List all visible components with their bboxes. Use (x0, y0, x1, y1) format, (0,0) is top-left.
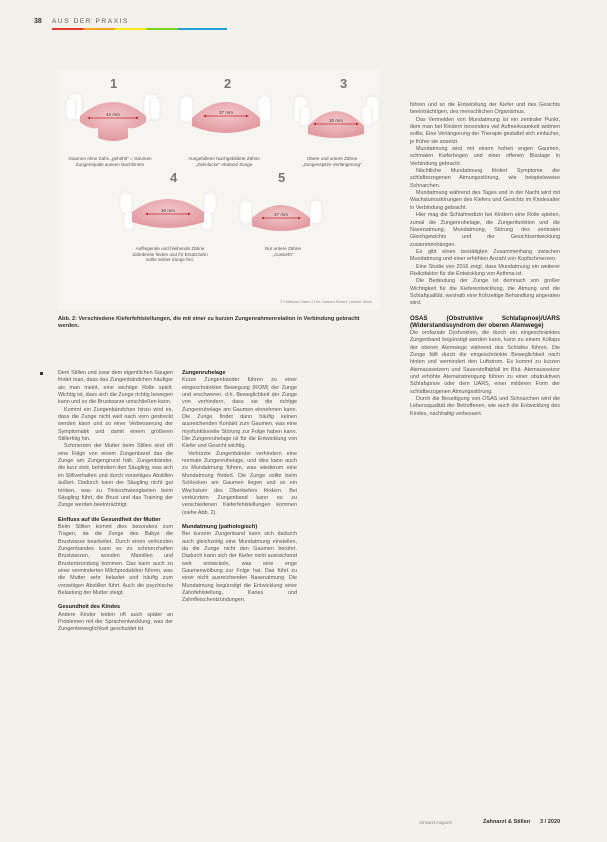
figure-caption-5: Nur untere Zähne „Aussieht" (264, 246, 301, 257)
paragraph: Verkürzte Zungenbänder verhindern eine normale Zungenruhelage, und dies kann auch zu Mundatmung führen, was wiederum eine Mundatmung fördert. Die Zunge sollte beim Schlucken am Gaumen liegen und so ein Wachstum des Oberkiefers fördern. Bei verkürztem Zungenband kann es zu verschiedenen Kieferfehlstellungen kommen (siehe Abb. 2). (182, 450, 297, 516)
footer-page: 3 / 2020 (540, 819, 561, 825)
jaw-3 (294, 96, 379, 138)
measure-label-5: 37 mm (273, 212, 289, 217)
paragraph: Durch die Beseitigung von OSAS und Schnarchen wird die Lebensqualität der Betroffenen, wie auch die Entwicklung des Kindes, nachhaltig verbessert. (410, 395, 560, 417)
section-heading: Mundatmung (pathologisch) (182, 523, 258, 530)
paragraph: Es gibt einen bestätigten Zusammenhang zwischen Mundatmung und einer erhöhten Anzahl von Kopfschmerzen. (410, 248, 560, 263)
paragraph: Hier mag die Schlafmedizin bei Kindern eine Rolle spielen, zumal die Zungenruhelage, die Zungenfunktion und die Nasenatmung, Mundatmung, Störung des zentralen Gleichgewichts und der Gesichtsentwicklung zusammenhängen. (410, 212, 560, 248)
figure-caption-2: Ausgefallene Nachgebildete Zähne „Zahnlücke" Abstand Zunge (188, 156, 260, 167)
figure-caption-1: Gaumen ohne Zahn „gehöhlt" = Gaumen Zungenspalte aussen Nachhinten (68, 156, 152, 167)
paragraph: Mundatmung während des Tages und in der Nacht wird mit Wachstumsstörungen des Kiefers und Gesichts im Kindesalter in Verbindung gebracht. (410, 190, 560, 211)
text-column-2 (182, 370, 297, 605)
paragraph: Andere Kinder leiden oft auch später an Problemen mit der Sprachentwicklung, was der Zungenbeweglichkeit geschuldet ist. (58, 611, 173, 633)
jaw-figure (58, 70, 380, 310)
paragraph: Bei kurzem Zungenband kann sich dadurch auch gleichzeitig eine Mundatmung einstellen, da die Zunge nicht den Gaumen berührt. Dadurch kann sich der Kiefer nicht ausreichend weit entwickeln, was eine enge Gaumenwölbung zur Folge hat. Das führt zu einer nicht ausreichenden Nasenatmung. Die Mundatmung begünstigt die Entwicklung einer Zahnfehlstellung, Karies und Zahnfleischentzündungen. (182, 531, 297, 604)
paragraph: Schmerzen der Mutter beim Stillen sind oft eine Folge von einem Zungenband das die Zunge am Zungengrund hält. Zungenbänder, die kurz sind, behindern den Säugling, was sich im Stillverhalten und durch vorzeitiges Abstillen äußert. Dadurch kann der Säugling nicht gut trinken, was zu Trinkschwierigkeiten beim Säugling führt, die Brust und das Training der Zunge werden beeinträchtigt. (58, 443, 173, 509)
paragraph: Eine Studie von 2016 zeigt, dass Mundatmung ein weiterer Risikofaktor für die Entwicklung von Asthma ist. (410, 263, 560, 277)
figure-caption-3: Obere und untere Zähne „Zungenspitze Verlängerung" (302, 156, 362, 167)
jaw-illustrations (58, 70, 380, 310)
text-column-3 (410, 102, 560, 418)
paragraph: führen und so die Entwicklung der Kiefer und des Gesichts beeinträchtigen, des menschlichen Organismus. (410, 102, 560, 116)
text-column-1 (58, 370, 173, 634)
jaw-1 (66, 94, 160, 141)
measure-label-3: 30 mm (328, 118, 344, 123)
paragraph: Das Vermeiden von Mundatmung ist ein zentraler Punkt, dem man bei Kindern besonders viel Aufmerksamkeit widmen sollte. Eine Verlängerung der Therapie gestaltet sich einfacher, je früher sie ansetzt. (410, 116, 560, 145)
section-heading: Zungenruhelage (182, 370, 226, 376)
paragraph: Beim Stillen kommt dies besonders zum Tragen, da die Zunge des Babys die Brustwarze bearbeitet. Durch einen verkürzten Zungenbandes kann es zu schmerzhaften Brustwarzen, wunden Mamillen und Brustentzündung kommen. Das kann auch zu einer verminderten Milchproduktion führen, was die Mutter sehr belastet und häufig zum vorzeitigen Abstillen führt. Auch die psychische Belastung der Mutter steigt. (58, 523, 173, 596)
footer-title: Zahnarzt & Stillen (483, 819, 531, 825)
paragraph: Kurze Zungenbänder führen zu einer eingeschränkten Bewegung (ROM) der Zunge und erschweren, d.h. Beweglichkeit der Zunge von verhindern, dass sie die richtige Zungenruhelage am Gaumen einnehmen kann. Die Zunge findet dann häufig keinen ausreichenden Kontakt zum Gaumen, was eine myofunktionelle Störung zur Folge haben kann. Die Zungenruhelage ist für die Entwicklung von Kiefer und Gesicht wichtig. (182, 377, 297, 450)
paragraph: Die Bedeutung der Zunge ist demnach von großer Wichtigkeit für die Kieferentwicklung, die Atmung und die Schlafqualität, weshalb eine frühzeitige Behandlung angeraten wird. (410, 278, 560, 307)
paragraph: Die orofaziale Dysfunktion, die durch ein eingeschränktes Zungenband begünstigt werden kann, kann zu einem Kollaps der oberen Atemwege während des Schlafes führen. Die Zunge fällt durch die eingeschränkte Beweglichkeit nach hinten und vermindert den Luftstrom. Es kommt zu kurzen Atemaussetzern und Sauerstoffabfall im Blut. Atemaussetzer und erhöhte Atemanstrengung führen zu einer obstruktiven Schlafapnoe oder dem UARS, einer milderen Form der schlafbezogenen Atmungsstörung. (410, 329, 560, 395)
measure-label-4: 30 mm (160, 208, 176, 213)
measure-label-1: 42 mm (105, 112, 121, 117)
color-bar (52, 28, 227, 30)
figure-number-3: 3 (340, 76, 348, 91)
figure-number-1: 1 (110, 76, 118, 91)
paragraph: Nächtliche Mundatmung fördert Symptome der schlafbezogenen Atmungsstörung, wie beispielsweise Schnarchen. (410, 168, 560, 189)
paragraph: Kommt ein Zungenbändchen hinzu wird es, dass die Zunge nicht weit nach vorn gestreckt werden kann und so einer Verbesserung der Symptomatik und damit einem größeren Stillerfolg hin. (58, 406, 173, 443)
section-heading: Gesundheit des Kindes (58, 604, 121, 611)
figure-number-2: 2 (224, 76, 232, 91)
figure-number-5: 5 (278, 170, 286, 185)
section-heading: OSAS (Obstruktive Schlafapnoe)/UARS (Widerstandssyndrom der oberen Atemwege) (410, 314, 560, 330)
figure-caption-4: Aufliegende und bleibende Zähne Zahnbreite finden und ihr Ersatzzahn sollte seiner Zunge frei. (132, 246, 208, 263)
footer-magazine: zahnarzt.magazin (419, 820, 453, 825)
bullet-marker (40, 372, 43, 375)
image-credit: © Hoffmann Naxo | The Camera Picture | Adobe Stock (280, 300, 372, 304)
measure-label-2: 37 mm (218, 110, 234, 115)
page-number: 38 (34, 18, 42, 25)
section-title: AUS DER PRAXIS (52, 18, 129, 25)
figure-caption: Abb. 2: Verschiedene Kieferfehlstellungen, die mit einer zu kurzen Zungenrahmenrelation in Verbindung gebracht werden. (58, 316, 360, 330)
figure-number-4: 4 (170, 170, 178, 185)
paragraph: Mundatmung wird mit einem hohen engen Gaumen, schmalen Kieferbogen und einer offenen Bisslage in Verbindung gebracht. (410, 146, 560, 167)
paragraph: Dem Stillen und zwar dem eigentlichen Saugen findet man, dass das Zungenbändchen häufiger als man meint, eine wichtige Rolle spielt. Wichtig ist, dass sich die Zunge richtig bewegen kann und so die Brustwarze umschließen kann. (58, 370, 173, 406)
section-heading: Einfluss auf die Gesundheit der Mutter (58, 516, 161, 523)
